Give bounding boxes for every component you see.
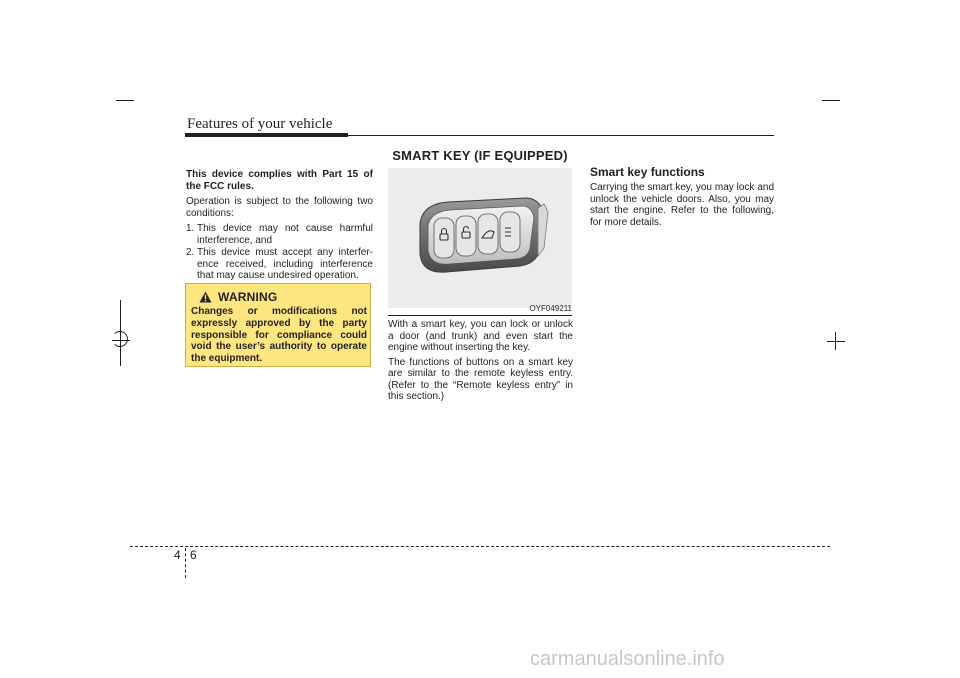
warning-box — [185, 283, 371, 367]
list-item — [186, 247, 373, 282]
list-number: 2. — [186, 247, 195, 258]
section-title: SMART KEY (IF EQUIPPED) — [392, 148, 568, 163]
running-header: Features of your vehicle — [187, 116, 333, 132]
crop-mark — [822, 100, 840, 101]
page-number: 6 — [190, 548, 197, 562]
smart-key-description — [388, 319, 573, 406]
list-number: 1. — [186, 223, 195, 234]
fcc-notice — [186, 169, 373, 283]
header-rule-dark — [185, 133, 348, 137]
warning-header — [199, 290, 277, 304]
figure-rule — [388, 315, 572, 316]
chapter-number: 4 — [174, 548, 181, 562]
list-item — [186, 223, 373, 246]
subsection-title: Smart key functions — [590, 165, 705, 179]
warning-title: WARNING — [218, 290, 278, 304]
list-text: This device may not cause harmful interference, and — [197, 223, 373, 246]
paragraph: Carrying the smart key, you may lock and unlock the vehicle doors. Also, you may start the engine. Refer to the following, for more details. — [590, 182, 774, 228]
paragraph: With a smart key, you can lock or unlock a door (and trunk) and even start the engine without inserting the key. — [388, 319, 573, 353]
crop-mark — [116, 100, 134, 101]
watermark: carmanualsonline.info — [530, 648, 725, 670]
registration-mark — [112, 331, 128, 347]
warning-triangle-icon — [199, 291, 212, 303]
crop-mark — [827, 341, 845, 342]
fcc-intro-bold: This device complies with Part 15 of the FCC rules. — [186, 169, 373, 192]
warning-text: Changes or modifications not expressly approved by the party responsible for compliance could void the user’s authority to operate the equipment. — [191, 306, 367, 365]
figure-code: OYF049211 — [529, 304, 572, 313]
page-number-divider — [185, 548, 186, 578]
smart-key-fob-image — [388, 168, 572, 308]
paragraph: The functions of buttons on a smart key are similar to the remote keyless entry. (Refer to the “Remote keyless entry” in this section.) — [388, 356, 573, 402]
smart-key-figure — [388, 168, 572, 308]
list-text: This device must accept any interfer-ence received, including interference that may cause undesired operation. — [197, 247, 373, 281]
header-rule — [348, 135, 774, 136]
fcc-conditions-list — [186, 223, 373, 282]
footer-rule — [130, 546, 830, 547]
fcc-intro: Operation is subject to the following two conditions: — [186, 196, 373, 219]
smart-key-functions-text — [590, 182, 774, 228]
